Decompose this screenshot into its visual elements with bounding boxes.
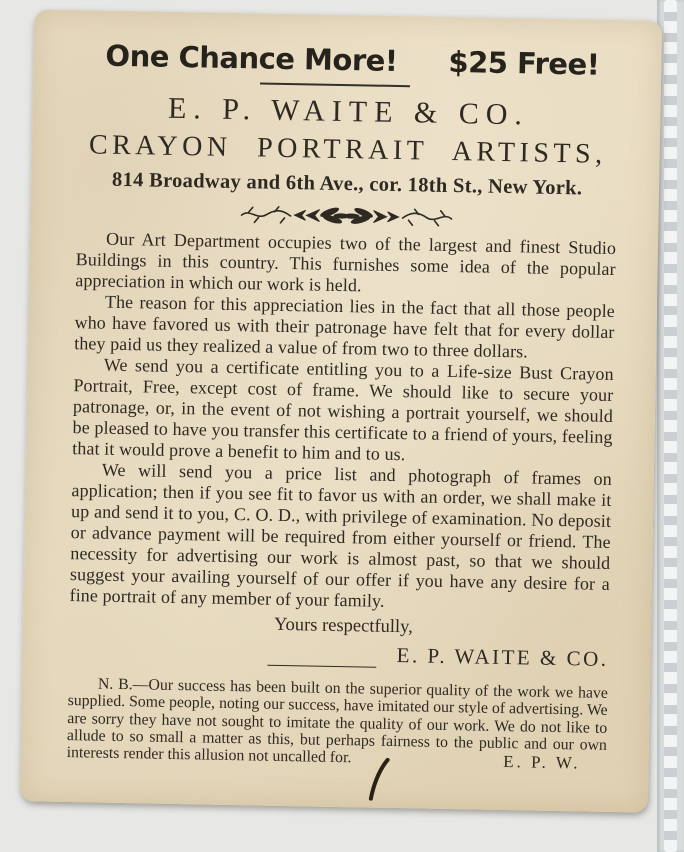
headline-left: One Chance More!: [105, 38, 398, 78]
headline-right: $25 Free!: [448, 44, 600, 82]
nb-paragraph: [67, 675, 609, 772]
company-name: E. P. WAITE & CO.: [167, 91, 530, 132]
tagline: CRAYON PORTRAIT ARTISTS,: [88, 129, 607, 170]
signature-row: [68, 636, 608, 672]
headline-divider: [260, 82, 410, 87]
binder-strip: [657, 0, 684, 852]
address: 814 Broadway and 6th Ave., cor. 18th St., New York.: [111, 168, 583, 200]
signature: E. P. WAITE & CO.: [396, 643, 609, 671]
signature-line: [267, 650, 376, 668]
advert-card: [20, 9, 662, 812]
headline-row: [79, 38, 620, 82]
foliate-divider-ornament: [76, 199, 616, 233]
nb-initials: E. P. W.: [503, 752, 581, 773]
pen-mark: [367, 758, 392, 802]
body-paragraph: We send you a certificate entitling you to a Life-size Bust Crayon Portrait, Free, except cost of frame. We should like to secure your patronage, or, in the event of not wishing a portrait yourself, we should be pleased to have you transfer this certificate to a friend of yours, feeling that it would prove a benefit to him and to us.: [72, 354, 614, 465]
body-paragraph: Our Art Department occupies two of the largest and finest Studio Buildings in this country. This furnishes some idea of the popular appreciation in which our work is held.: [75, 228, 617, 296]
nb-text: N. B.—Our success has been built on the superior quality of the work we have supplied. Some people, noting our success, have imitated our style of advertising. We are sorry they have not sought to imitate the quality of our work. We do not like to allude to so small a matter as this, but perhaps fairness to the public and our own interests render this allusion not uncalled for.: [66, 675, 609, 767]
body-paragraph: The reason for this appreciation lies in the fact that all those people who have favored us with their patronage have felt that for every dollar they paid us they realized a value of from two to three dollars.: [74, 291, 616, 362]
body-copy: [69, 228, 616, 616]
body-paragraph: We will send you a price list and photograph of frames on application; then if you see fit to favor us with an order, we shall make it up and send it to you, C. O. D., with privilege of examination. No deposit or advance payment will be required from either yourself or friend. The necessity for advertising our work is almost past, so that we should suggest your availing yourself of our offer if you have any desire for a fine portrait of any member of your family.: [69, 459, 612, 611]
closing: Yours respectfully,: [273, 614, 413, 638]
